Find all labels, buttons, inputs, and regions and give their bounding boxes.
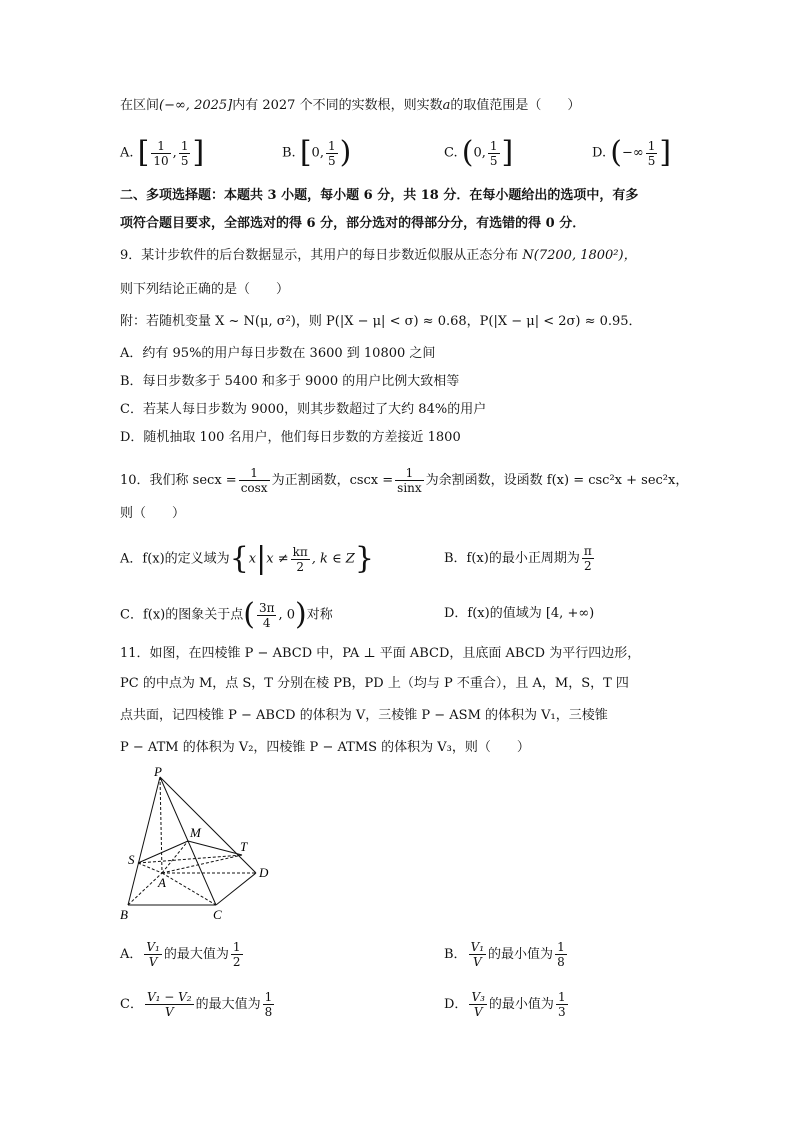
option-pre: −∞ [621, 145, 644, 161]
bracket: [ [137, 135, 150, 170]
q11-stem-4: P − ATM 的体积为 V₂，四棱锥 P − ATMS 的体积为 V₃，则（ ） [120, 740, 530, 755]
q10-stem-1 [120, 466, 714, 495]
edge-PA [160, 777, 162, 873]
section-2-heading: 二、多项选择题：本题共 3 小题，每小题 6 分，共 18 分．在每小题给出的选项中，有多 [120, 188, 639, 203]
q8-middle: 内有 2027 个不同的实数根，则实数 [232, 98, 443, 113]
q9-option-a: A．约有 95%的用户每日步数在 3600 到 10800 之间 [120, 346, 436, 361]
fraction: $\frac{1}{5}$ [489, 138, 498, 168]
set-var: x [248, 551, 257, 567]
edge-CD [216, 873, 256, 905]
edge-AT [162, 855, 242, 873]
option-pre: 0, [311, 145, 324, 161]
q8-option-b [282, 135, 352, 170]
label-P: P [154, 765, 162, 779]
label-T: T [240, 839, 248, 854]
fraction: $\frac{\text{V₁}}{V}$ [470, 940, 485, 969]
fraction: $\frac{1}{5}$ [180, 138, 189, 168]
fraction: $\frac{1}{2}$ [232, 940, 241, 969]
q8-var: a [442, 98, 451, 113]
option-label: B． [444, 947, 467, 962]
fraction: $\frac{1}{8}$ [557, 940, 565, 969]
q11-option-d [444, 990, 570, 1019]
option-text: C．f(x)的图象关于点 [120, 607, 244, 623]
q10-option-a [120, 541, 374, 576]
edge-PD [160, 777, 256, 873]
fraction: $\frac{1}{3}$ [557, 990, 566, 1019]
q9-option-c: C．若某人每日步数为 9000，则其步数超过了大约 84%的用户 [120, 402, 487, 417]
q11-option-b [444, 940, 569, 969]
q10-text: 为余割函数，设函数 f(x) = csc²x + sec²x， [425, 473, 689, 488]
bracket: ] [501, 135, 514, 170]
label-A: A [158, 875, 166, 890]
fraction: $\frac{1}{5}$ [327, 138, 336, 168]
brace: } [354, 541, 374, 576]
label-B: B [120, 907, 128, 922]
edge-PB [128, 777, 160, 905]
option-label: A． [120, 947, 143, 962]
option-text: 对称 [306, 607, 333, 623]
option-text: 的最大值为 [163, 947, 229, 962]
option-label: B. [282, 145, 296, 161]
fraction: $\frac{\text{V₁}}{V}$ [146, 940, 160, 969]
label-S: S [128, 852, 135, 867]
q9-distribution: N(7200, 1800²)， [522, 248, 637, 263]
paren: ) [295, 597, 307, 632]
fraction: $\frac{\text{V₃}}{V}$ [471, 990, 485, 1019]
option-label: C. [444, 145, 458, 161]
section-2-instructions: 项符合题目要求，全部选对的得 6 分，部分选对的得部分分，有选错的得 0 分． [120, 216, 586, 231]
q9-stem-2: 则下列结论正确的是（ ） [120, 282, 290, 297]
bracket: ] [192, 135, 205, 170]
pyramid-figure [110, 765, 280, 925]
q8-option-d [592, 135, 672, 170]
q9-stem-text: 9．某计步软件的后台数据显示，其用户的每日步数近似服从正态分布 [120, 248, 519, 263]
set-cond: , k ∈ Z [311, 551, 355, 567]
fraction: $\frac{1}{8}$ [264, 990, 273, 1019]
bracket: [ [299, 135, 312, 170]
fraction: $\frac{k\pi}{2}$ [292, 544, 308, 574]
option-label: A. [120, 145, 134, 161]
q8-option-a: A. [ $\frac{1}{10}$ , $\frac{1}{5}$ ] [120, 135, 205, 170]
edge-AB [128, 873, 162, 905]
fraction: $\frac{3\pi}{4}$ [258, 600, 275, 630]
label-D: D [259, 865, 269, 880]
q10-option-d: D．f(x)的值域为 [4, +∞) [444, 606, 595, 621]
option-text: A．f(x)的定义域为 [120, 551, 230, 567]
set-cond: x ≠ [266, 551, 289, 567]
q10-stem-2: 则（ ） [120, 506, 186, 521]
fraction: $\frac{1}{5}$ [647, 138, 656, 168]
bracket: ) [339, 135, 352, 170]
paren: ( [243, 597, 255, 632]
fraction: $\frac{1}{10}$ [153, 138, 169, 168]
q9-option-b: B．每日步数多于 5400 和多于 9000 的用户比例大致相等 [120, 374, 460, 389]
q9-option-d: D．随机抽取 100 名用户，他们每日步数的方差接近 1800 [120, 430, 461, 445]
q11-stem-1: 11．如图，在四棱锥 P − ABCD 中，PA ⊥ 平面 ABCD，且底面 ABCD 为平行四边形， [120, 646, 641, 661]
q11-stem-2: PC 的中点为 M，点 S，T 分别在棱 PB，PD 上（均与 P 不重合），且 A，M，S，T 四 [120, 676, 629, 691]
q11-stem-3: 点共面，记四棱锥 P − ABCD 的体积为 V，三棱锥 P − ASM 的体积为 V₁，三棱锥 [120, 708, 608, 723]
bracket: ] [659, 135, 672, 170]
q9-stem-1 [120, 246, 714, 266]
fraction: $\frac{\text{V₁ − V₂}}{V}$ [146, 990, 192, 1019]
fraction: $\frac{\pi}{2}$ [583, 544, 592, 573]
q8-interval: (−∞, 2025] [159, 98, 233, 113]
q11-option-c [120, 990, 276, 1019]
fraction: $\frac{1}{\cos x}$ [240, 466, 268, 495]
option-label: D． [444, 997, 468, 1012]
label-C: C [213, 907, 222, 922]
q10-text: 为正割函数，cscx = [271, 473, 394, 488]
q10-text: 10．我们称 secx = [120, 473, 237, 488]
q10-option-c [120, 597, 333, 632]
bar: | [256, 541, 267, 576]
option-label: C． [120, 997, 143, 1012]
edge-MT [188, 841, 242, 855]
q8-suffix: 的取值范围是（ ） [450, 98, 581, 113]
q10-option-b [444, 544, 596, 573]
q8-stem [120, 96, 714, 116]
bracket: ( [461, 135, 474, 170]
bracket: ( [610, 135, 622, 170]
option-text: 的最大值为 [195, 997, 261, 1012]
q8-option-c [444, 135, 514, 170]
option-label: D. [592, 145, 607, 161]
option-text: B．f(x)的最小正周期为 [444, 551, 580, 566]
option-text: , 0 [278, 607, 296, 623]
fraction: $\frac{1}{\sin x}$ [397, 466, 422, 495]
q8-prefix: 在区间 [120, 98, 160, 113]
option-text: 的最小值为 [488, 947, 554, 962]
option-pre: 0, [473, 145, 486, 161]
option-text: 的最小值为 [488, 997, 554, 1012]
brace: { [229, 541, 249, 576]
q11-option-a [120, 940, 245, 969]
edge-AC [162, 873, 216, 905]
q9-note: 附：若随机变量 X ~ N(μ, σ²)，则 P(|X − μ| < σ) ≈ 0.68，P(|X − μ| < 2σ) ≈ 0.95． [120, 314, 642, 329]
label-M: M [190, 825, 201, 840]
edge-SA [138, 863, 162, 873]
